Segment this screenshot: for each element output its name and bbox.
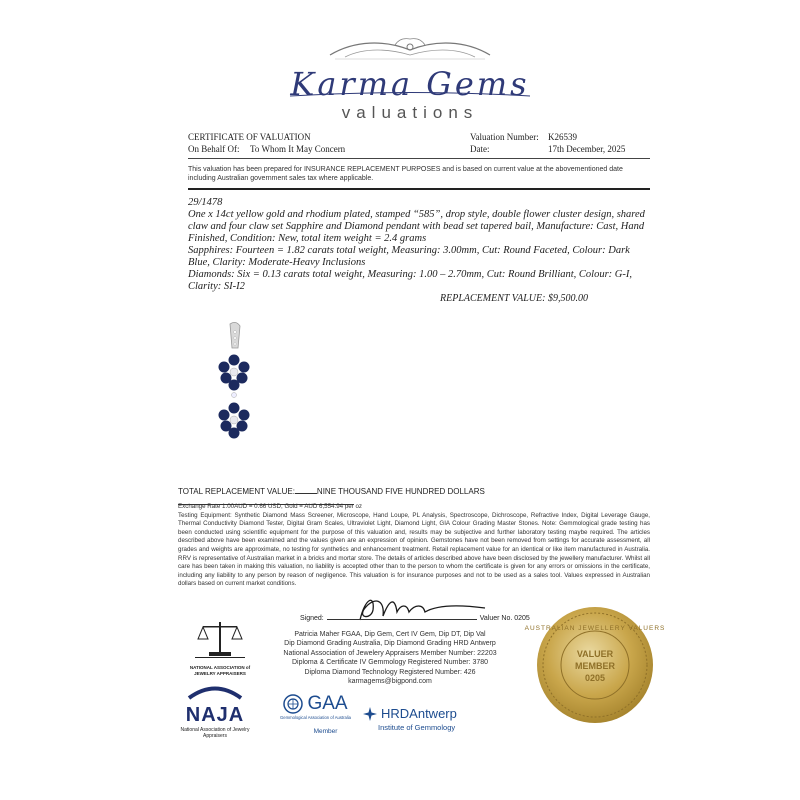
replacement-value: REPLACEMENT VALUE: $9,500.00 (440, 293, 588, 304)
brand-logo (270, 35, 550, 122)
seal-ring-text: AUSTRALIAN JEWELLERY VALUERS (524, 625, 666, 632)
diamond-details: Diamonds: Six = 0.13 carats total weight, Measuring: 1.00 – 2.70mm, Cut: Round Brilliant, Colour: G-I, Clarity: SI-I2 (188, 269, 632, 292)
naja-logo (180, 685, 250, 739)
item-text: One x 14ct yellow gold and rhodium plated, stamped “585”, drop style, double flower cluster design, shared claw and four claw set Sapphire and Diamond pendant with bead set tapered bail, Manufacture: Cast, Hand Finished, Condition: New, total item weight = 2.4 grams (188, 209, 645, 244)
signature-line (300, 612, 530, 622)
gold-seal (524, 605, 666, 725)
scales-icon (195, 618, 245, 660)
brand-subtitle: valuations (341, 103, 479, 122)
gaa-wordmark: GAA (307, 693, 348, 714)
valuation-number: K26539 (548, 132, 577, 142)
fine-print (178, 503, 650, 589)
divider (188, 188, 650, 190)
seal-center-line: MEMBER (575, 661, 615, 671)
signed-label: Signed: (300, 615, 324, 622)
gaa-subtitle: Gemmological Association of Australia (280, 715, 351, 720)
hrd-wordmark: HRDAntwerp (381, 706, 457, 721)
pendant-photo (205, 320, 260, 475)
hrd-logo (363, 705, 473, 732)
doc-type: CERTIFICATE OF VALUATION (188, 132, 311, 142)
behalf-label: On Behalf Of: (188, 144, 240, 154)
underline (295, 485, 317, 494)
header-right (470, 131, 625, 155)
divider (188, 158, 650, 159)
valuer-number: Valuer No. 0205 (479, 615, 530, 622)
exchange-rate: Exchange Rate 1.00AUD = 0.66 USD, Gold = AUD 6,554.94 per oz (178, 503, 363, 510)
hrd-subtitle: Institute of Gemmology (378, 723, 456, 732)
gaa-member-label: Member (313, 728, 338, 735)
intro-statement: This valuation has been prepared for INSURANCE REPLACEMENT PURPOSES and is based on current value at the abovementioned date including Australian government sales tax where applicable. (188, 166, 623, 182)
logo-underline (290, 91, 530, 101)
credential-line: Dip Diamond Grading Australia, Dip Diamond Grading HRD Antwerp (284, 640, 496, 648)
seal-center-line: VALUER (576, 649, 614, 659)
valuation-number-label: Valuation Number: (470, 132, 539, 142)
item-description (188, 197, 650, 293)
date-label: Date: (470, 144, 490, 154)
credential-line: National Association of Jewelery Appraisers Member Number: 22203 (283, 649, 497, 657)
gaa-emblem-icon (283, 694, 303, 714)
contact-email: karmagems@bigpond.com (348, 678, 432, 686)
credential-line: Diploma & Certificate IV Gemmology Registered Number: 3780 (291, 659, 489, 667)
seal-center-line: 0205 (584, 673, 606, 683)
testing-notes: Testing Equipment: Synthetic Diamond Mass Screener, Microscope, Hand Loupe, PL Analysis, Spectroscope, Dichroscope, Refractive Index, Digital Leverage Gauge, Thermal Conductivity Diamond Tester, Digital Gram Scales, Ultraviolet Light, Diamond Light, GIA Colour Grading Master Stones. Note: Gemmological grade testing has been conducted using scientific equipment for the purpose of this valuation and, results may be subjective and further laboratory testing maybe required. The articles described above have been examined and the values given are an expression of opinion. Gemstones have not been removed from settings for accurate assessment, all grades and weights are approximate, no testing for synthetics and enhancement treatment. Retail replacement value for an identical or like item manufactured in Australia. RRV is representative of Australian market in a bricks and mortar store. The details of articles described above have been disclosed by the jewellery manufacturer. Whilst all care has been taken in making this valuation, no liability is accepted other than to the person to whom the certificate is given for any errors or omissions in the certificate, including any liability to any person by reason of negligence. This valuation is for insurance purposes and not to be used as a sales tool. Values expressed in Australian dollars based on current market conditions. (178, 511, 650, 588)
credential-line: Diploma Diamond Technology Registered Number: 426 (304, 668, 476, 676)
behalf-value: To Whom It May Concern (250, 144, 346, 154)
total-words: NINE THOUSAND FIVE HUNDRED DOLLARS (316, 487, 485, 496)
valuation-date: 17th December, 2025 (548, 144, 626, 154)
naja-subtitle: National Association of Jewelry Appraisers (180, 727, 250, 739)
naja-arc-icon (185, 685, 245, 699)
brand-name: Karma Gems (290, 65, 530, 103)
sapphire-details: Sapphires: Fourteen = 1.82 carats total weight, Measuring: 3.00mm, Cut: Round Faceted, Colour: Dark Blue, Clarity: Moderate-Heavy Inclusions (188, 245, 630, 268)
valuer-credentials (260, 630, 520, 686)
naa-logo (180, 618, 260, 680)
total-label: TOTAL REPLACEMENT VALUE: (178, 487, 295, 496)
header-left (188, 131, 345, 155)
gaa-logo (268, 693, 363, 735)
naa-text: NATIONAL ASSOCIATION of JEWELRY APPRAISERS (189, 665, 251, 676)
signature-underline (327, 612, 477, 620)
credential-line: Patricia Maher FGAA, Dip Gem, Cert IV Gem, Dip DT, Dip Val (294, 631, 486, 638)
hrd-star-icon (363, 707, 377, 721)
naja-wordmark: NAJA (185, 704, 245, 726)
filigree-ornament (325, 35, 495, 65)
item-ref: 29/1478 (188, 197, 223, 208)
